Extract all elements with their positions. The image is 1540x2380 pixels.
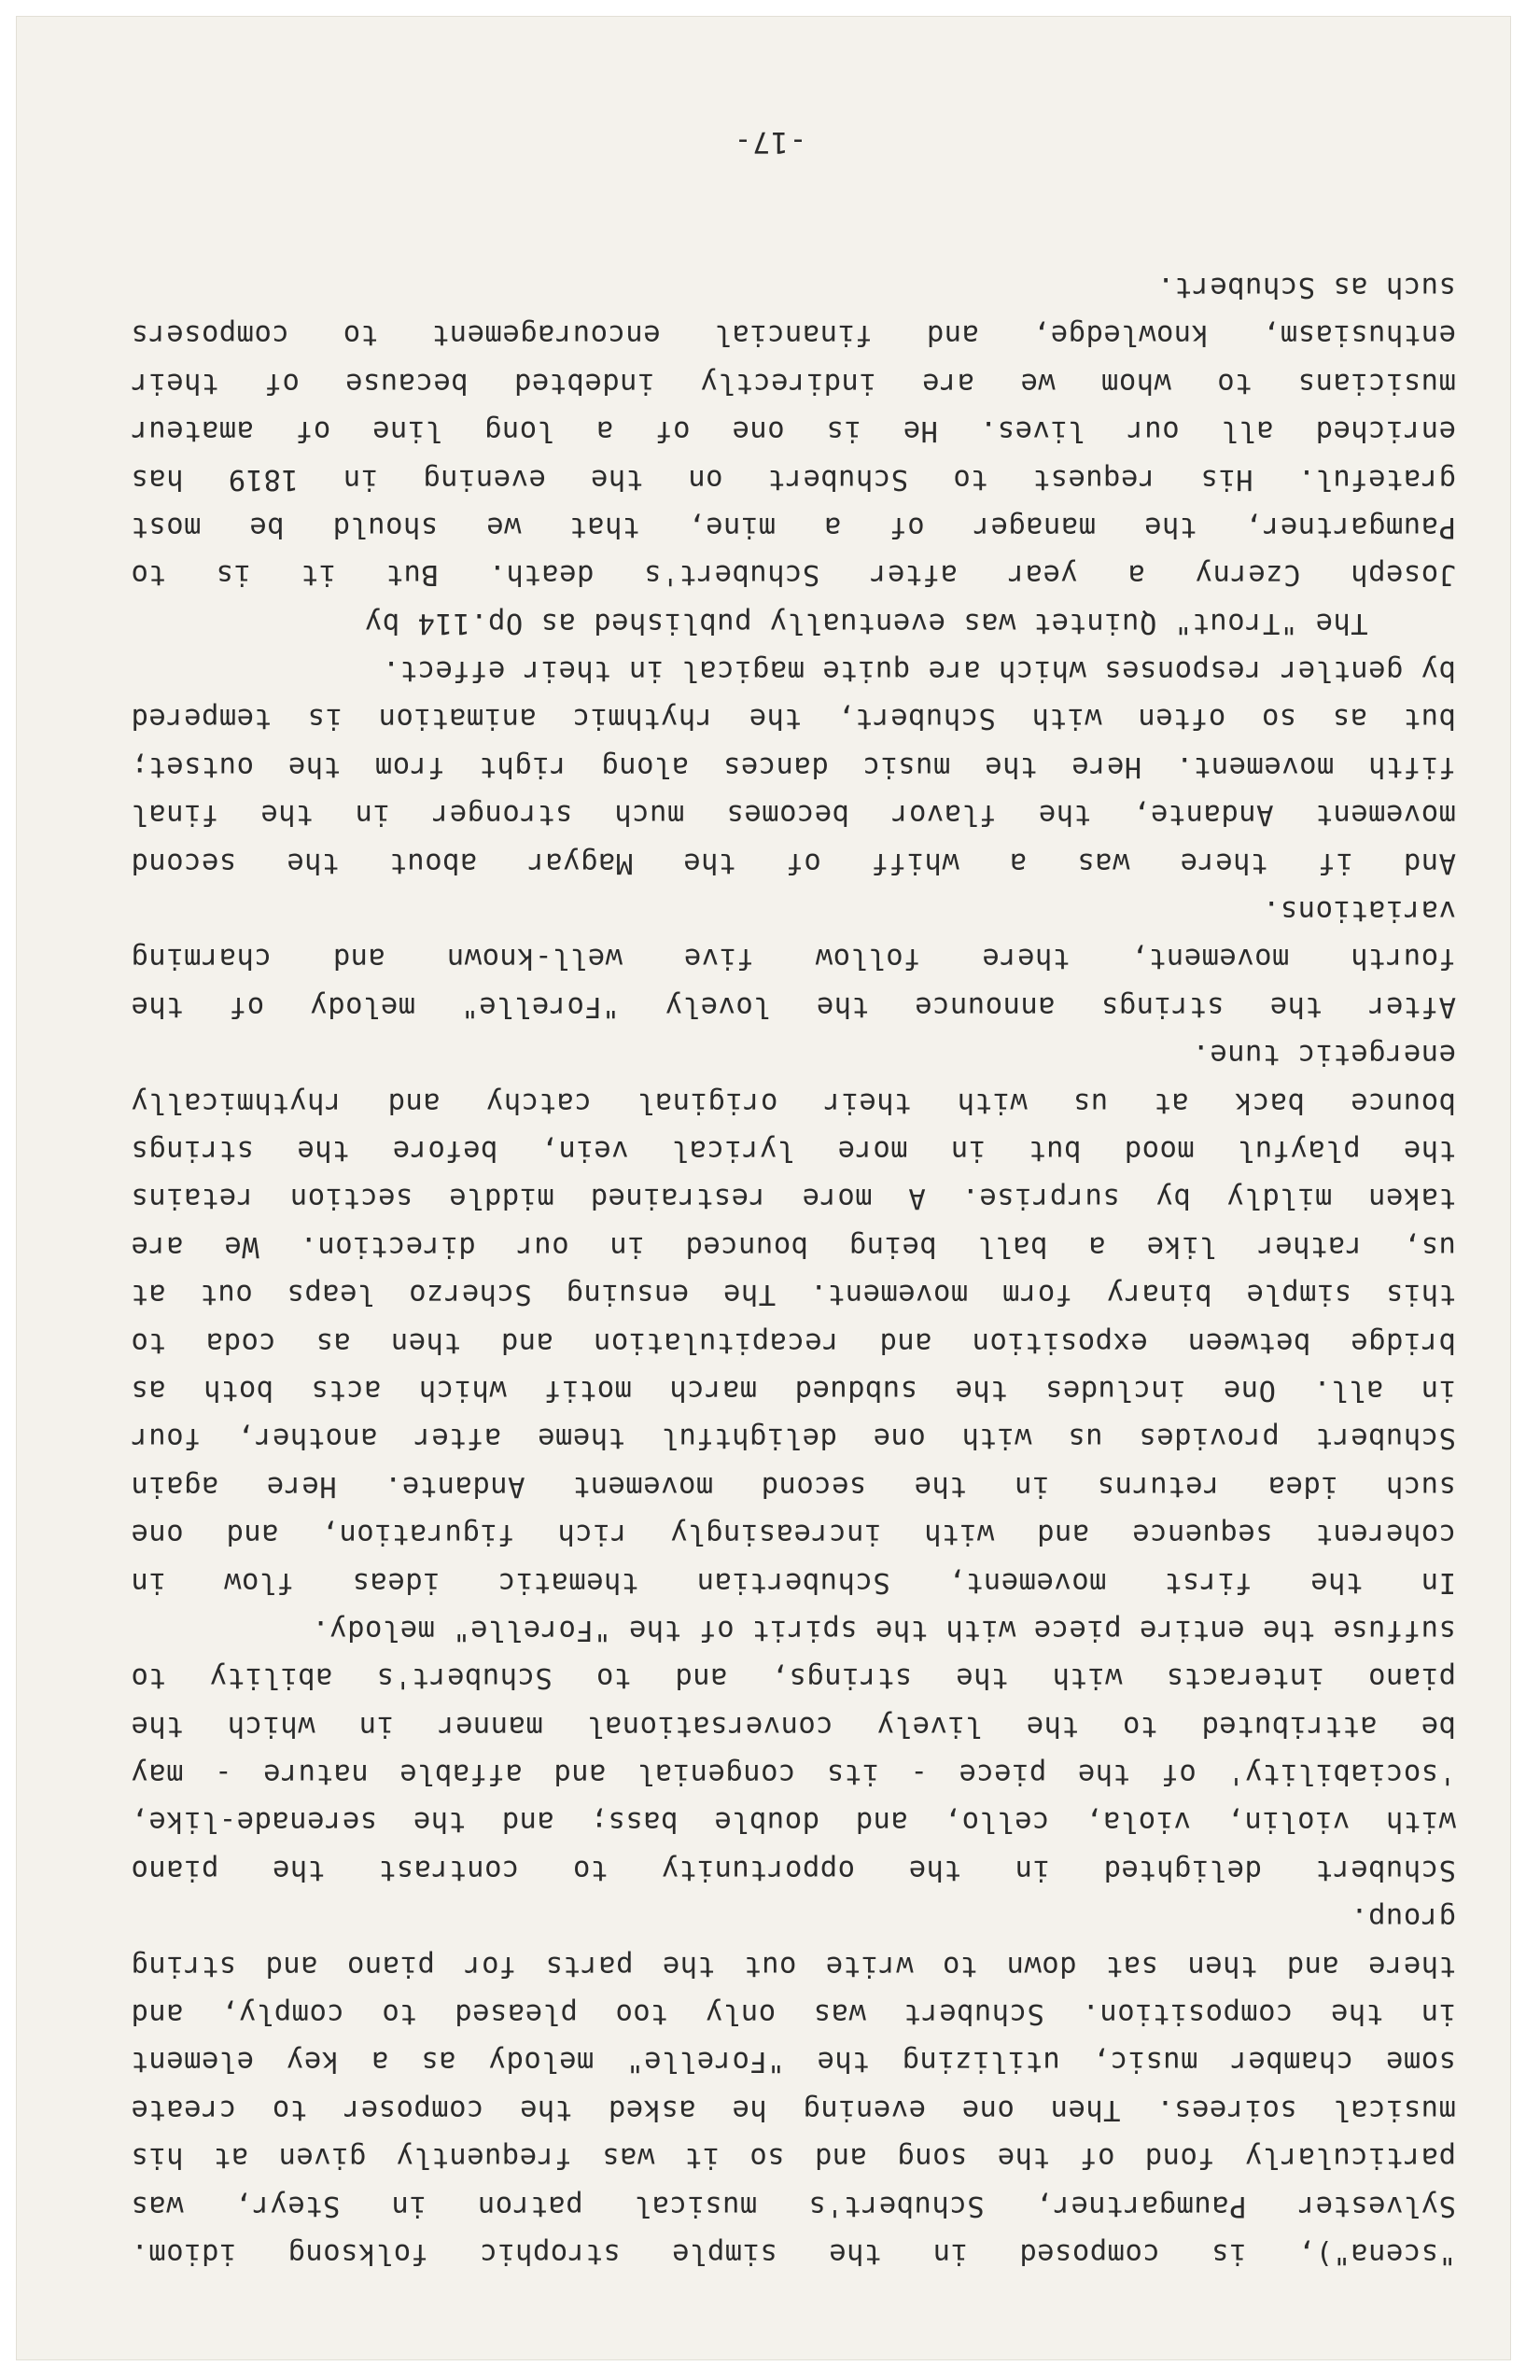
text-line: Schubert delighted in the opportunity to contrast the piano	[131, 1853, 1456, 1886]
text-line: variations.	[1262, 894, 1456, 928]
text-line: particularly fond of the song and so it was frequently given at his	[131, 2141, 1456, 2175]
text-line: Schubert provides us with one delightful theme after another, four	[131, 1421, 1456, 1455]
text-line: by gentler responses which are quite magical in their effect.	[382, 654, 1456, 688]
text-line: Joseph Czerny a year after Schubert's death. But it is to	[131, 558, 1456, 592]
text-line: in the composition. Schubert was only too pleased to comply, and	[131, 1997, 1456, 2031]
text-line: this simple binary form movement. The ensuing Scherzo leaps out at	[131, 1278, 1456, 1311]
text-line: in all. One includes the subdued march motif which acts both as	[131, 1373, 1456, 1407]
text-line: be attributed to the lively conversational manner in which the	[131, 1709, 1456, 1743]
text-line: bridge between exposition and recapitulation and then as coda to	[131, 1325, 1456, 1359]
text-line: such as Schubert.	[1156, 270, 1456, 303]
page-number: -17-	[733, 125, 807, 159]
text-line: enthusiasm, knowledge, and financial encouragement to composers	[131, 318, 1456, 352]
text-line: In the first movement, Schubertian thematic ideas flow in	[131, 1565, 1456, 1599]
text-line: us, rather like a ball being bounced in our direction. We are	[131, 1229, 1456, 1263]
text-line: with violin, viola, cello, and double bass; and the serenade-like,	[131, 1805, 1456, 1839]
text-line: The "Trout" Quintet was eventually published as Op.114 by	[364, 606, 1456, 639]
text-line: suffuse the entire piece with the spirit of the "Forelle" melody.	[311, 1613, 1456, 1646]
text-line: but as so often with Schubert, the rhythmic animation is tempered	[131, 702, 1456, 735]
text-line: coherent sequence and with increasingly rich figuration, and one	[131, 1518, 1456, 1551]
text-line: fifth movement. Here the music dances along right from the outset;	[131, 749, 1456, 783]
text-line: Sylvester Paumgartner, Schubert's musical patron in Steyr, was	[131, 2189, 1456, 2222]
text-line: After the strings announce the lovely "Forelle" melody of the	[131, 989, 1456, 1023]
text-line: musical soirees. Then one evening he asked the composer to create	[131, 2093, 1456, 2126]
text-line: movement Andante, the flavor becomes much stronger in the final	[131, 798, 1456, 832]
text-line: 'sociability' of the piece - its congenial and affable nature - may	[131, 1757, 1456, 1791]
text-line: And if there was a whiff of the Magyar about the second	[131, 846, 1456, 879]
text-line: grateful. His request to Schubert on the evening in 1819 has	[131, 462, 1456, 496]
body-text	[131, 263, 1456, 2277]
text-line: there and then sat down to write out the parts for piano and string	[131, 1949, 1456, 1982]
text-line: taken mildly by surprise. A more restrained middle section retains	[131, 1182, 1456, 1215]
text-line: musicians to whom we are indirectly indebted because of their	[131, 366, 1456, 399]
text-line: fourth movement, there follow five well-known and charming	[131, 942, 1456, 975]
text-line: such idea returns in the second movement Andante. Here again	[131, 1469, 1456, 1503]
text-line: enriched all our lives. He is one of a long line of amateur	[131, 414, 1456, 448]
text-line: piano interacts with the strings, and to Schubert's ability to	[131, 1661, 1456, 1695]
text-line: group.	[1350, 1901, 1456, 1935]
text-line: Paumgartner, the manager of a mine, that we should be most	[131, 510, 1456, 543]
text-line: bounce back at us with their original catchy and rhythmically	[131, 1085, 1456, 1119]
text-line: "scena"), is composed in the simple strophic folksong idiom.	[131, 2237, 1456, 2270]
text-line: some chamber music, utilizing the "Forelle" melody as a key element	[131, 2045, 1456, 2079]
text-line: energetic tune.	[1192, 1038, 1456, 1071]
text-line: the playful mood but in more lyrical vein, before the strings	[131, 1134, 1456, 1168]
